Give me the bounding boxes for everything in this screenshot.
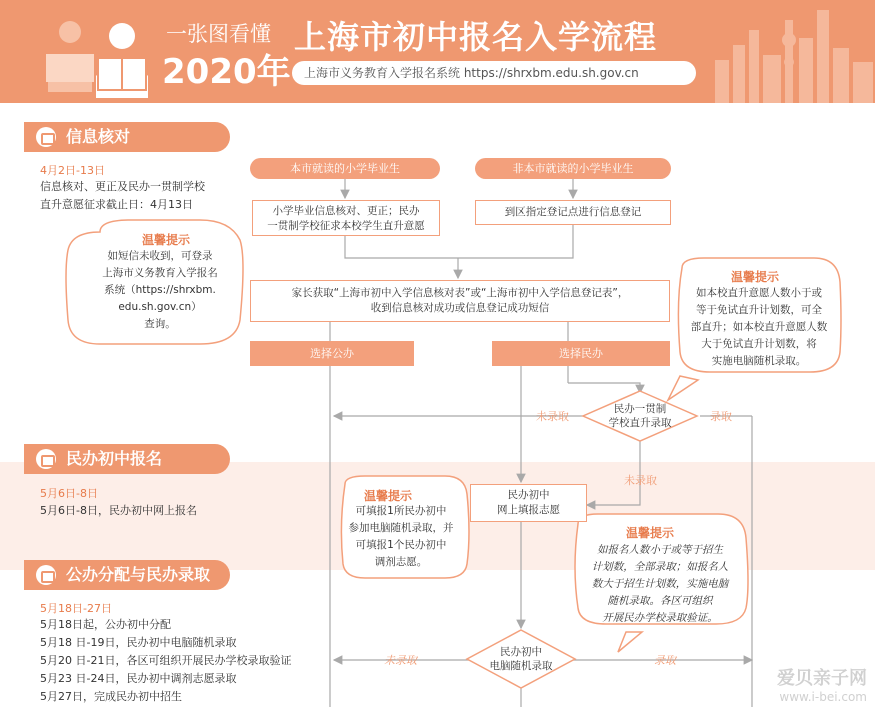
section-line: 5月6日-8日，民办初中网上报名 [40,504,197,517]
node-choose-private: 选择民办 [492,341,670,366]
section-date: 5月18日-27日 [40,602,112,615]
edge-label-admitted: 录取 [654,654,676,667]
decision-direct-admission: 民办一贯制 学校直升录取 [608,403,672,429]
tip-title: 温馨提示 [364,489,413,503]
section-line: 5月20 日-21日，各区可组织开展民办学校录取验证 [40,654,292,667]
section-label-public-assignment: 公办分配与民办录取 [24,560,230,590]
node-local-graduate: 本市就读的小学毕业生 [250,158,440,179]
section-line: 5月27日，完成民办初中招生 [40,690,182,703]
header-tagline: 一张图看懂 [166,22,271,46]
section-line: 5月23 日-24日，民办初中调剂志愿录取 [40,672,237,685]
tip-body: 如报名人数小于或等于招生 计划数，全部录取；如报名人 数大于招生计划数，实施电脑 随机录取。各区可组织 开展民办学校录取验证。 [591,544,729,624]
tip-body: 如本校直升意愿人数小于或 等于免试直升计划数，可全 部直升；如本校直升意愿人数 大于免试直升计划数，将 实施电脑随机录取。 [690,287,828,367]
watermark: 爱贝亲子网 www.i-bei.com [777,668,867,704]
section-line: 5月18 日-19日，民办初中电脑随机录取 [40,636,237,649]
section-date: 5月6日-8日 [40,487,98,500]
system-url-pill: 上海市义务教育入学报名系统 https://shrxbm.edu.sh.gov.cn [292,61,696,85]
section-line: 信息核对、更正及民办一贯制学校 [40,180,205,193]
node-parent-confirmation: 家长获取“上海市初中入学信息核对表”或“上海市初中入学信息登记表”， 收到信息核对成功或信息登记成功短信 [250,280,670,322]
decision-computer-lottery: 民办初中 电脑随机录取 [489,646,553,672]
node-nonlocal-graduate: 非本市就读的小学毕业生 [475,158,671,179]
section-icon [36,565,56,585]
section-icon [36,127,56,147]
section-label-info-check: 信息核对 [24,122,230,152]
tip-title: 温馨提示 [142,233,191,247]
section-icon [36,449,56,469]
edge-label-not-admitted: 未录取 [624,474,657,487]
header-year: 2020年 [162,52,291,92]
edge-label-admitted: 录取 [710,410,732,423]
edge-label-not-admitted: 未录取 [536,410,569,423]
tip-body: 可填报1所民办初中 参加电脑随机录取，并 可填报1个民办初中 调剂志愿。 [348,505,454,568]
section-line: 5月18日起，公办初中分配 [40,618,171,631]
edge-label-not-admitted: 未录取 [384,654,417,667]
tip-title: 温馨提示 [626,526,675,540]
section-line: 直升意愿征求截止日：4月13日 [40,198,193,211]
page-title: 上海市初中报名入学流程 [294,18,658,56]
tip-title: 温馨提示 [731,270,780,284]
section-date: 4月2日-13日 [40,164,105,177]
node-choose-public: 选择公办 [250,341,414,366]
node-online-application: 民办初中 网上填报志愿 [470,484,587,522]
node-local-info-check: 小学毕业信息核对、更正；民办 一贯制学校征求本校学生直升意愿 [252,200,440,236]
tip-body: 如短信未收到，可登录 上海市义务教育入学报名 系统（https://shrxbm. edu.sh.gov.cn） 查询。 [102,250,218,330]
node-nonlocal-registration: 到区指定登记点进行信息登记 [475,200,671,225]
section-label-private-registration: 民办初中报名 [24,444,230,474]
